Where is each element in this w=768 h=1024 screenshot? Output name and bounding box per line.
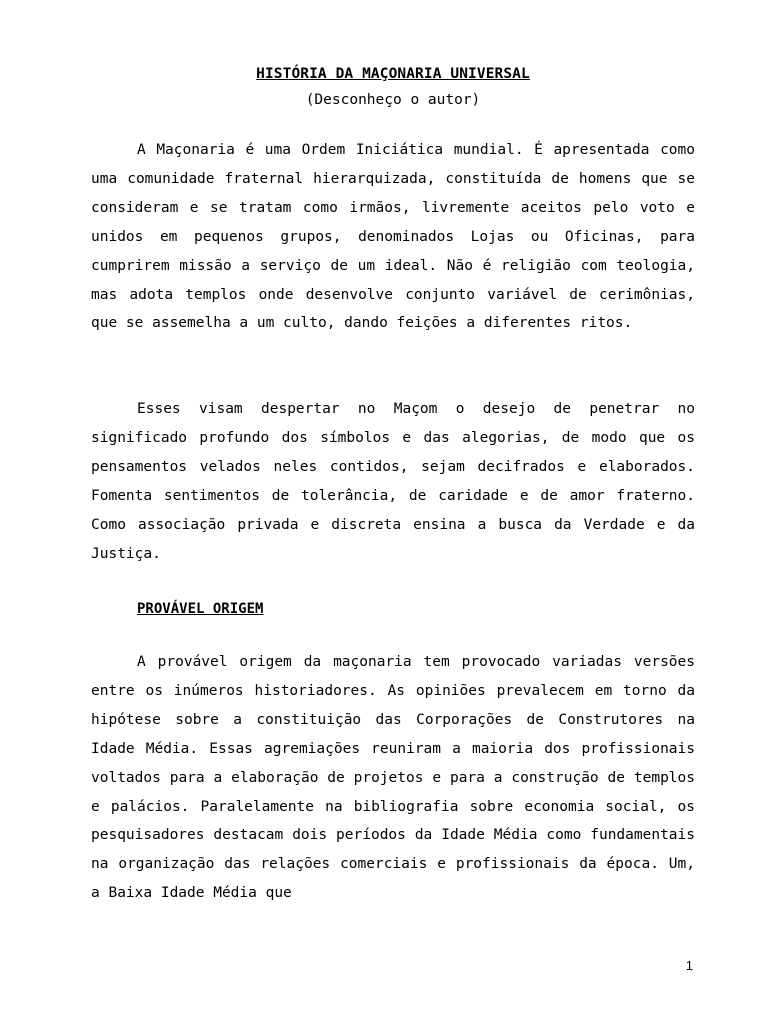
document-title: HISTÓRIA DA MAÇONARIA UNIVERSAL: [256, 66, 530, 82]
document-subtitle: (Desconheço o autor): [305, 92, 481, 108]
paragraph-purpose: Esses visam despertar no Maçom o desejo de penetrar no significado profundo dos símbolos e das alegorias, de modo que os pensamentos velados neles contidos, sejam decifrados e elaborados. Fomenta sentimentos de tolerância, de caridade e de amor fraterno. Como associação privada e discreta ensina a busca da Verdade e da Justiça.: [91, 401, 695, 562]
paragraph-intro: A Maçonaria é uma Ordem Iniciática mundial. É apresentada como uma comunidade fraternal hierarquizada, constituída de homens que se consideram e se tratam como irmãos, livremente aceitos pelo voto e unidos em pequenos grupos, denominados Lojas ou Oficinas, para cumprirem missão a serviço de um ideal. Não é religião com teologia, mas adota templos onde desenvolve conjunto variável de cerimônias, que se assemelha a um culto, dando feições a diferentes ritos.: [91, 142, 695, 332]
paragraph-origin: A provável origem da maçonaria tem provocado variadas versões entre os inúmeros historiadores. As opiniões prevalecem em torno da hipótese sobre a constituição das Corporações de Construtores na Idade Média. Essas agremiações reuniram a maioria dos profissionais voltados para a elaboração de projetos e para a construção de templos e palácios. Paralelamente na bibliografia sobre economia social, os pesquisadores destacam dois períodos da Idade Média como fundamentais na organização das relações comerciais e profissionais da época. Um, a Baixa Idade Média que: [91, 654, 695, 902]
page-number: 1: [685, 958, 693, 973]
section-heading-origin: PROVÁVEL ORIGEM: [137, 601, 264, 617]
